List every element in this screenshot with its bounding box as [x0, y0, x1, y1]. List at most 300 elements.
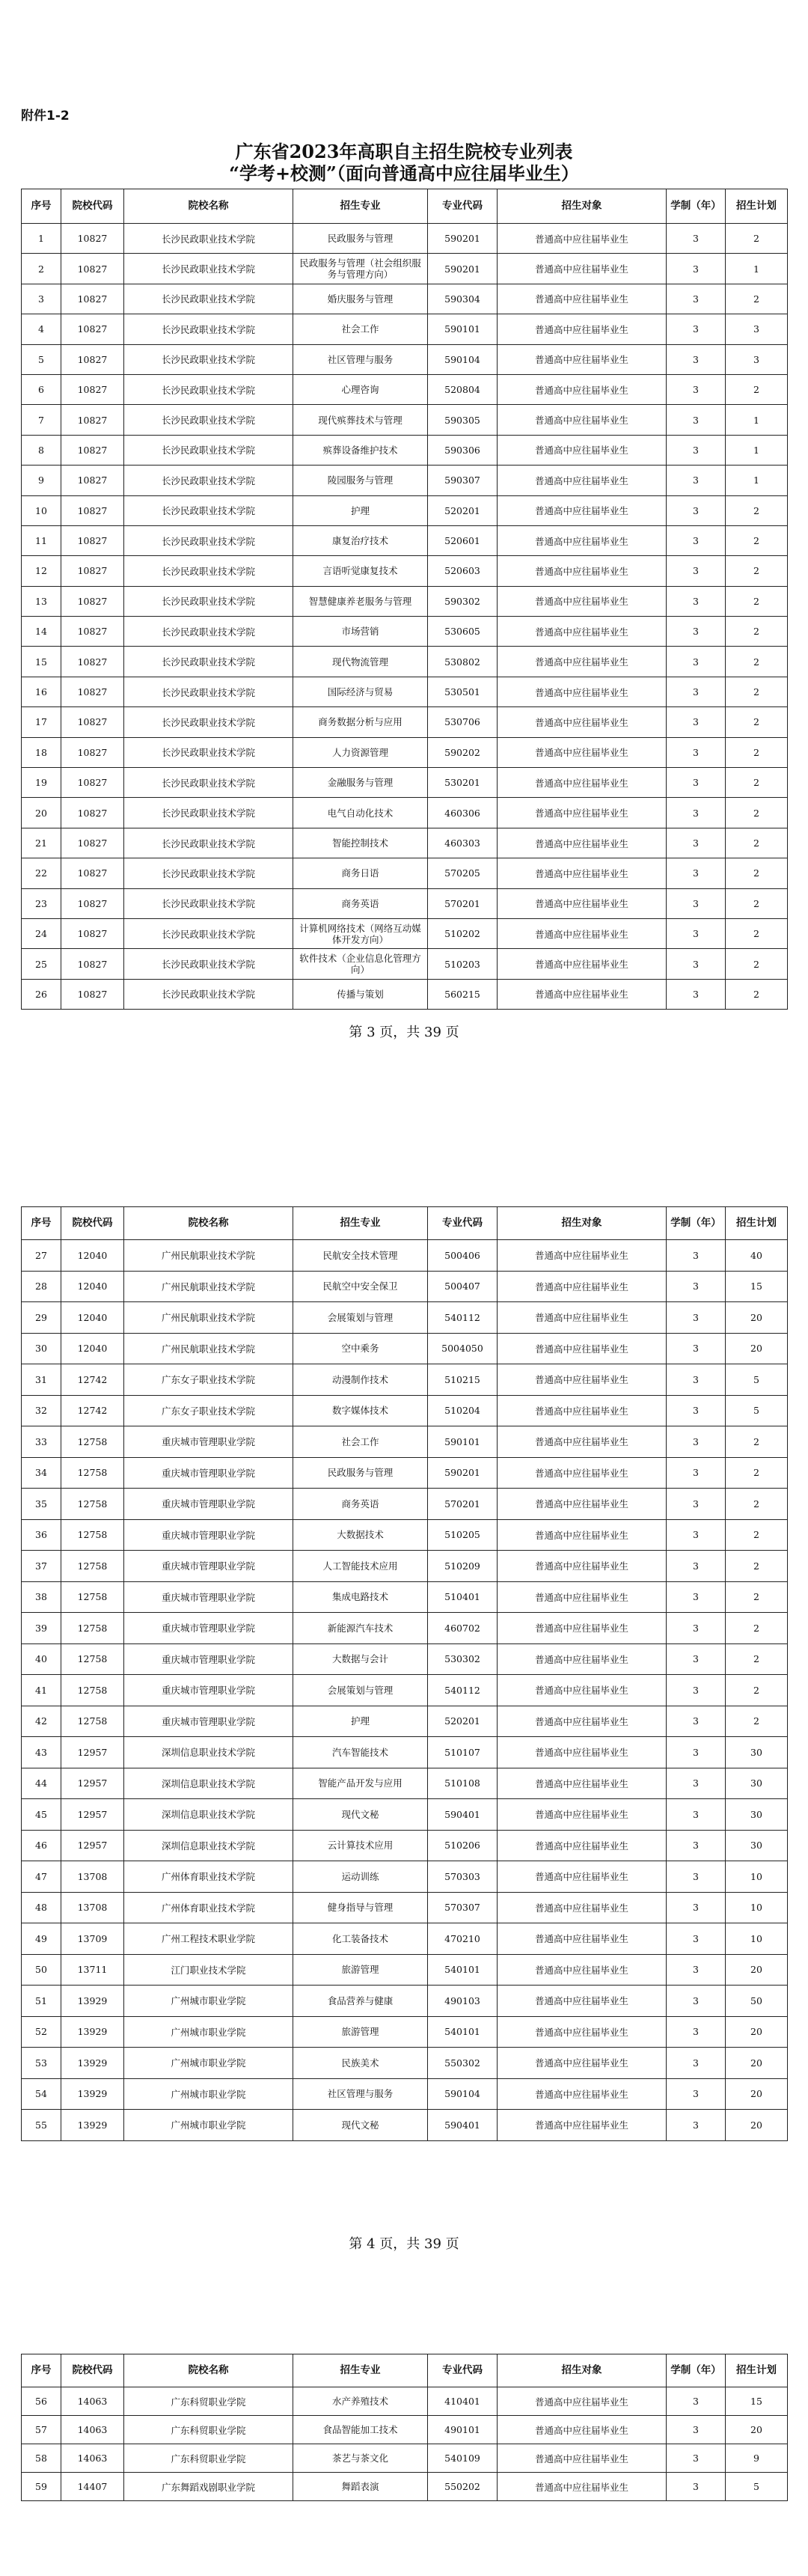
cell-major-code: 5004050: [428, 1333, 498, 1364]
cell-major-code: 470210: [428, 1923, 498, 1955]
cell-index: 6: [22, 374, 61, 404]
cell-duration: 3: [667, 1240, 726, 1272]
cell-major-code: 510204: [428, 1395, 498, 1426]
cell-duration: 3: [667, 1333, 726, 1364]
cell-target: 普通高中应往届毕业生: [498, 1923, 667, 1955]
cell-school-name: 长沙民政职业技术学院: [124, 828, 293, 858]
cell-school-name: 广东女子职业技术学院: [124, 1364, 293, 1396]
cell-school-code: 13929: [61, 2078, 124, 2110]
cell-major: 数字媒体技术: [293, 1395, 428, 1426]
cell-target: 普通高中应往届毕业生: [498, 1395, 667, 1426]
cell-school-code: 12758: [61, 1551, 124, 1582]
cell-major-code: 590304: [428, 284, 498, 314]
cell-school-code: 10827: [61, 798, 124, 828]
cell-duration: 3: [667, 2110, 726, 2141]
cell-quota: 15: [726, 2387, 788, 2416]
table-row: [22, 1643, 788, 1675]
cell-major-code: 520201: [428, 1706, 498, 1737]
cell-duration: 3: [667, 2048, 726, 2079]
cell-quota: 2: [726, 556, 788, 586]
cell-major: 旅游管理: [293, 1954, 428, 1986]
cell-school-name: 重庆城市管理职业学院: [124, 1581, 293, 1613]
table-row: [22, 737, 788, 767]
cell-quota: 2: [726, 1613, 788, 1644]
cell-major: 智慧健康养老服务与管理: [293, 586, 428, 616]
cell-major: 人工智能技术应用: [293, 1551, 428, 1582]
cell-quota: 2: [726, 858, 788, 888]
table-row: [22, 647, 788, 677]
cell-major-code: 590201: [428, 224, 498, 254]
cell-index: 5: [22, 344, 61, 374]
table-row: [22, 828, 788, 858]
cell-index: 24: [22, 918, 61, 948]
header-target: 招生对象: [498, 1207, 667, 1240]
cell-duration: 3: [667, 798, 726, 828]
cell-target: 普通高中应往届毕业生: [498, 707, 667, 737]
cell-school-name: 广东科贸职业学院: [124, 2444, 293, 2473]
cell-index: 8: [22, 435, 61, 465]
cell-school-code: 13711: [61, 1954, 124, 1986]
header-major-code: 专业代码: [428, 2354, 498, 2387]
cell-school-code: 10827: [61, 314, 124, 344]
cell-target: 普通高中应往届毕业生: [498, 495, 667, 525]
cell-quota: 2: [726, 1643, 788, 1675]
cell-duration: 3: [667, 1581, 726, 1613]
cell-major: 民航空中安全保卫: [293, 1271, 428, 1302]
cell-target: 普通高中应往届毕业生: [498, 1954, 667, 1986]
cell-major: 社会工作: [293, 1426, 428, 1458]
header-major: 招生专业: [293, 189, 428, 224]
cell-major-code: 460306: [428, 798, 498, 828]
cell-school-name: 长沙民政职业技术学院: [124, 495, 293, 525]
cell-target: 普通高中应往届毕业生: [498, 828, 667, 858]
cell-index: 14: [22, 617, 61, 647]
header-major-code: 专业代码: [428, 1207, 498, 1240]
cell-major-code: 520201: [428, 495, 498, 525]
cell-duration: 3: [667, 617, 726, 647]
cell-major: 食品营养与健康: [293, 1986, 428, 2017]
cell-index: 48: [22, 1892, 61, 1923]
cell-major: 言语听觉康复技术: [293, 556, 428, 586]
cell-school-name: 广州城市职业学院: [124, 2110, 293, 2141]
cell-school-code: 10827: [61, 979, 124, 1009]
cell-target: 普通高中应往届毕业生: [498, 1333, 667, 1364]
cell-major-code: 510203: [428, 949, 498, 979]
cell-major-code: 590101: [428, 1426, 498, 1458]
cell-major: 传播与策划: [293, 979, 428, 1009]
table-row: [22, 918, 788, 948]
cell-target: 普通高中应往届毕业生: [498, 2110, 667, 2141]
cell-duration: 3: [667, 344, 726, 374]
cell-target: 普通高中应往届毕业生: [498, 466, 667, 495]
cell-school-code: 12040: [61, 1271, 124, 1302]
cell-school-code: 10827: [61, 617, 124, 647]
cell-school-code: 10827: [61, 949, 124, 979]
header-duration: 学制（年）: [667, 189, 726, 224]
cell-target: 普通高中应往届毕业生: [498, 647, 667, 677]
cell-quota: 20: [726, 2048, 788, 2079]
cell-major: 智能控制技术: [293, 828, 428, 858]
table-row: [22, 707, 788, 737]
cell-major-code: 510206: [428, 1830, 498, 1861]
cell-target: 普通高中应往届毕业生: [498, 2016, 667, 2048]
cell-target: 普通高中应往届毕业生: [498, 1613, 667, 1644]
cell-quota: 2: [726, 525, 788, 555]
cell-quota: 2: [726, 495, 788, 525]
cell-school-code: 12957: [61, 1830, 124, 1861]
table-row: [22, 798, 788, 828]
cell-major-code: 520804: [428, 374, 498, 404]
cell-major: 人力资源管理: [293, 737, 428, 767]
cell-major: 现代文秘: [293, 1799, 428, 1831]
cell-duration: 3: [667, 1830, 726, 1861]
cell-major: 殡葬设备维护技术: [293, 435, 428, 465]
cell-target: 普通高中应往届毕业生: [498, 1457, 667, 1489]
cell-index: 22: [22, 858, 61, 888]
table-row: [22, 314, 788, 344]
table-row: [22, 1519, 788, 1551]
cell-major-code: 490101: [428, 2416, 498, 2444]
cell-major-code: 590305: [428, 405, 498, 435]
cell-major-code: 530302: [428, 1643, 498, 1675]
cell-index: 26: [22, 979, 61, 1009]
cell-school-name: 江门职业技术学院: [124, 1954, 293, 1986]
table-row: [22, 1737, 788, 1768]
cell-major: 大数据技术: [293, 1519, 428, 1551]
cell-index: 51: [22, 1986, 61, 2017]
table-row: [22, 224, 788, 254]
table-row: [22, 2473, 788, 2501]
header-target: 招生对象: [498, 189, 667, 224]
cell-duration: 3: [667, 918, 726, 948]
cell-target: 普通高中应往届毕业生: [498, 1986, 667, 2017]
cell-major-code: 590201: [428, 1457, 498, 1489]
cell-school-code: 13708: [61, 1861, 124, 1893]
document-subtitle: “学考+校测”（面向普通高中应往届毕业生）: [229, 162, 579, 184]
table-row: [22, 1333, 788, 1364]
cell-duration: 3: [667, 1271, 726, 1302]
cell-major: 民航安全技术管理: [293, 1240, 428, 1272]
cell-school-code: 12742: [61, 1364, 124, 1396]
header-duration: 学制（年）: [667, 1207, 726, 1240]
table-row: [22, 2416, 788, 2444]
cell-quota: 3: [726, 314, 788, 344]
header-school-code: 院校代码: [61, 189, 124, 224]
cell-major-code: 570201: [428, 888, 498, 918]
cell-quota: 2: [726, 1426, 788, 1458]
cell-school-code: 13709: [61, 1923, 124, 1955]
cell-index: 34: [22, 1457, 61, 1489]
cell-school-code: 13929: [61, 1986, 124, 2017]
cell-index: 30: [22, 1333, 61, 1364]
cell-school-name: 长沙民政职业技术学院: [124, 525, 293, 555]
table-row: [22, 1364, 788, 1396]
table-row: [22, 2078, 788, 2110]
cell-quota: 2: [726, 949, 788, 979]
cell-major: 旅游管理: [293, 2016, 428, 2048]
cell-quota: 10: [726, 1861, 788, 1893]
cell-duration: 3: [667, 768, 726, 798]
table-row: [22, 405, 788, 435]
cell-duration: 3: [667, 1457, 726, 1489]
cell-school-name: 广州体育职业技术学院: [124, 1892, 293, 1923]
table-row: [22, 495, 788, 525]
cell-quota: 2: [726, 617, 788, 647]
cell-quota: 1: [726, 435, 788, 465]
table-header-row: [22, 2354, 788, 2387]
cell-duration: 3: [667, 1737, 726, 1768]
cell-school-name: 长沙民政职业技术学院: [124, 405, 293, 435]
cell-index: 42: [22, 1706, 61, 1737]
cell-school-name: 长沙民政职业技术学院: [124, 918, 293, 948]
table-row: [22, 1240, 788, 1272]
cell-target: 普通高中应往届毕业生: [498, 1643, 667, 1675]
header-index: 序号: [22, 189, 61, 224]
attachment-label: 附件1-2: [21, 109, 70, 123]
cell-school-name: 广东科贸职业学院: [124, 2416, 293, 2444]
table-row: [22, 556, 788, 586]
cell-major-code: 590201: [428, 254, 498, 284]
cell-index: 27: [22, 1240, 61, 1272]
cell-major-code: 500406: [428, 1240, 498, 1272]
cell-major: 婚庆服务与管理: [293, 284, 428, 314]
header-quota: 招生计划: [726, 189, 788, 224]
cell-major: 商务英语: [293, 888, 428, 918]
cell-target: 普通高中应往届毕业生: [498, 254, 667, 284]
cell-major-code: 570201: [428, 1489, 498, 1520]
cell-major-code: 540109: [428, 2444, 498, 2473]
cell-school-name: 长沙民政职业技术学院: [124, 344, 293, 374]
cell-school-code: 12040: [61, 1333, 124, 1364]
cell-quota: 5: [726, 1364, 788, 1396]
cell-school-code: 10827: [61, 495, 124, 525]
table-row: [22, 2387, 788, 2416]
cell-major: 新能源汽车技术: [293, 1613, 428, 1644]
cell-school-name: 深圳信息职业技术学院: [124, 1799, 293, 1831]
cell-quota: 2: [726, 1675, 788, 1706]
cell-school-code: 12758: [61, 1519, 124, 1551]
cell-major: 茶艺与茶文化: [293, 2444, 428, 2473]
cell-major-code: 590104: [428, 344, 498, 374]
header-index: 序号: [22, 2354, 61, 2387]
cell-duration: 3: [667, 1364, 726, 1396]
page-number: 第 4 页，共 39 页: [349, 2236, 459, 2252]
table-row: [22, 979, 788, 1009]
cell-major-code: 590401: [428, 2110, 498, 2141]
cell-school-name: 深圳信息职业技术学院: [124, 1830, 293, 1861]
cell-duration: 3: [667, 1643, 726, 1675]
cell-quota: 9: [726, 2444, 788, 2473]
cell-quota: 5: [726, 2473, 788, 2501]
cell-quota: 2: [726, 224, 788, 254]
cell-index: 55: [22, 2110, 61, 2141]
cell-duration: 3: [667, 979, 726, 1009]
cell-school-name: 长沙民政职业技术学院: [124, 586, 293, 616]
cell-school-name: 重庆城市管理职业学院: [124, 1489, 293, 1520]
table-row: [22, 949, 788, 979]
cell-duration: 3: [667, 1489, 726, 1520]
document-page-2: [0, 1206, 808, 2269]
cell-school-code: 12040: [61, 1302, 124, 1334]
cell-target: 普通高中应往届毕业生: [498, 1706, 667, 1737]
cell-duration: 3: [667, 737, 726, 767]
cell-major-code: 460702: [428, 1613, 498, 1644]
cell-major-code: 510401: [428, 1581, 498, 1613]
cell-index: 32: [22, 1395, 61, 1426]
cell-major-code: 530501: [428, 677, 498, 706]
cell-quota: 30: [726, 1830, 788, 1861]
cell-index: 7: [22, 405, 61, 435]
cell-major: 智能产品开发与应用: [293, 1768, 428, 1799]
cell-major: 大数据与会计: [293, 1643, 428, 1675]
cell-school-code: 13929: [61, 2048, 124, 2079]
cell-index: 40: [22, 1643, 61, 1675]
cell-duration: 3: [667, 2444, 726, 2473]
cell-major: 现代殡葬技术与管理: [293, 405, 428, 435]
table-row: [22, 1457, 788, 1489]
cell-index: 29: [22, 1302, 61, 1334]
cell-major: 金融服务与管理: [293, 768, 428, 798]
table-row: [22, 768, 788, 798]
header-index: 序号: [22, 1207, 61, 1240]
cell-target: 普通高中应往届毕业生: [498, 2416, 667, 2444]
cell-target: 普通高中应往届毕业生: [498, 344, 667, 374]
cell-target: 普通高中应往届毕业生: [498, 525, 667, 555]
cell-major: 电气自动化技术: [293, 798, 428, 828]
cell-major-code: 590101: [428, 314, 498, 344]
cell-major-code: 540112: [428, 1675, 498, 1706]
cell-major-code: 590302: [428, 586, 498, 616]
cell-duration: 3: [667, 647, 726, 677]
cell-target: 普通高中应往届毕业生: [498, 556, 667, 586]
cell-major-code: 530201: [428, 768, 498, 798]
table-row: [22, 2048, 788, 2079]
cell-index: 31: [22, 1364, 61, 1396]
cell-target: 普通高中应往届毕业生: [498, 737, 667, 767]
cell-school-code: 10827: [61, 344, 124, 374]
cell-quota: 2: [726, 1551, 788, 1582]
cell-index: 4: [22, 314, 61, 344]
table-row: [22, 435, 788, 465]
cell-major: 护理: [293, 1706, 428, 1737]
cell-school-name: 长沙民政职业技术学院: [124, 677, 293, 706]
cell-major: 护理: [293, 495, 428, 525]
cell-quota: 20: [726, 2416, 788, 2444]
cell-school-name: 广东女子职业技术学院: [124, 1395, 293, 1426]
cell-school-code: 10827: [61, 254, 124, 284]
cell-quota: 2: [726, 1519, 788, 1551]
table-row: [22, 1799, 788, 1831]
cell-target: 普通高中应往届毕业生: [498, 1426, 667, 1458]
cell-school-code: 10827: [61, 284, 124, 314]
cell-index: 36: [22, 1519, 61, 1551]
header-quota: 招生计划: [726, 1207, 788, 1240]
cell-school-code: 12758: [61, 1675, 124, 1706]
cell-quota: 2: [726, 888, 788, 918]
table-row: [22, 1923, 788, 1955]
cell-quota: 2: [726, 586, 788, 616]
cell-school-name: 广州城市职业学院: [124, 2016, 293, 2048]
cell-school-code: 14063: [61, 2387, 124, 2416]
cell-index: 59: [22, 2473, 61, 2501]
table-row: [22, 254, 788, 284]
cell-index: 43: [22, 1737, 61, 1768]
cell-school-name: 重庆城市管理职业学院: [124, 1551, 293, 1582]
table-row: [22, 586, 788, 616]
cell-major-code: 510108: [428, 1768, 498, 1799]
cell-major-code: 530706: [428, 707, 498, 737]
cell-school-name: 长沙民政职业技术学院: [124, 858, 293, 888]
cell-duration: 3: [667, 1551, 726, 1582]
cell-major: 会展策划与管理: [293, 1675, 428, 1706]
cell-quota: 50: [726, 1986, 788, 2017]
cell-major: 运动训练: [293, 1861, 428, 1893]
cell-duration: 3: [667, 405, 726, 435]
cell-duration: 3: [667, 284, 726, 314]
cell-duration: 3: [667, 1892, 726, 1923]
cell-school-code: 10827: [61, 647, 124, 677]
cell-target: 普通高中应往届毕业生: [498, 2473, 667, 2501]
cell-target: 普通高中应往届毕业生: [498, 1240, 667, 1272]
table-row: [22, 1302, 788, 1334]
cell-major: 商务数据分析与应用: [293, 707, 428, 737]
cell-quota: 2: [726, 1489, 788, 1520]
cell-duration: 3: [667, 2473, 726, 2501]
table-row: [22, 1675, 788, 1706]
cell-major-code: 590307: [428, 466, 498, 495]
cell-index: 10: [22, 495, 61, 525]
cell-index: 50: [22, 1954, 61, 1986]
cell-target: 普通高中应往届毕业生: [498, 1675, 667, 1706]
cell-duration: 3: [667, 1768, 726, 1799]
cell-school-name: 广东科贸职业学院: [124, 2387, 293, 2416]
table-row: [22, 466, 788, 495]
cell-quota: 2: [726, 918, 788, 948]
cell-school-code: 10827: [61, 556, 124, 586]
cell-duration: 3: [667, 888, 726, 918]
cell-quota: 30: [726, 1799, 788, 1831]
cell-quota: 1: [726, 405, 788, 435]
table-row: [22, 374, 788, 404]
cell-major: 集成电路技术: [293, 1581, 428, 1613]
cell-quota: 20: [726, 2078, 788, 2110]
cell-index: 13: [22, 586, 61, 616]
cell-duration: 3: [667, 224, 726, 254]
table-row: [22, 2016, 788, 2048]
cell-index: 35: [22, 1489, 61, 1520]
cell-school-name: 长沙民政职业技术学院: [124, 707, 293, 737]
cell-major: 汽车智能技术: [293, 1737, 428, 1768]
page-number: 第 3 页，共 39 页: [349, 1025, 459, 1040]
cell-duration: 3: [667, 828, 726, 858]
table-row: [22, 1706, 788, 1737]
cell-index: 19: [22, 768, 61, 798]
cell-major-code: 510205: [428, 1519, 498, 1551]
cell-major-code: 550202: [428, 2473, 498, 2501]
cell-quota: 3: [726, 344, 788, 374]
cell-major: 云计算技术应用: [293, 1830, 428, 1861]
cell-target: 普通高中应往届毕业生: [498, 1737, 667, 1768]
cell-quota: 20: [726, 1333, 788, 1364]
cell-school-code: 10827: [61, 918, 124, 948]
cell-duration: 3: [667, 525, 726, 555]
cell-school-code: 10827: [61, 374, 124, 404]
cell-duration: 3: [667, 2078, 726, 2110]
cell-index: 54: [22, 2078, 61, 2110]
cell-school-name: 重庆城市管理职业学院: [124, 1426, 293, 1458]
cell-major: 软件技术（企业信息化管理方向）: [293, 949, 428, 979]
cell-duration: 3: [667, 1986, 726, 2017]
